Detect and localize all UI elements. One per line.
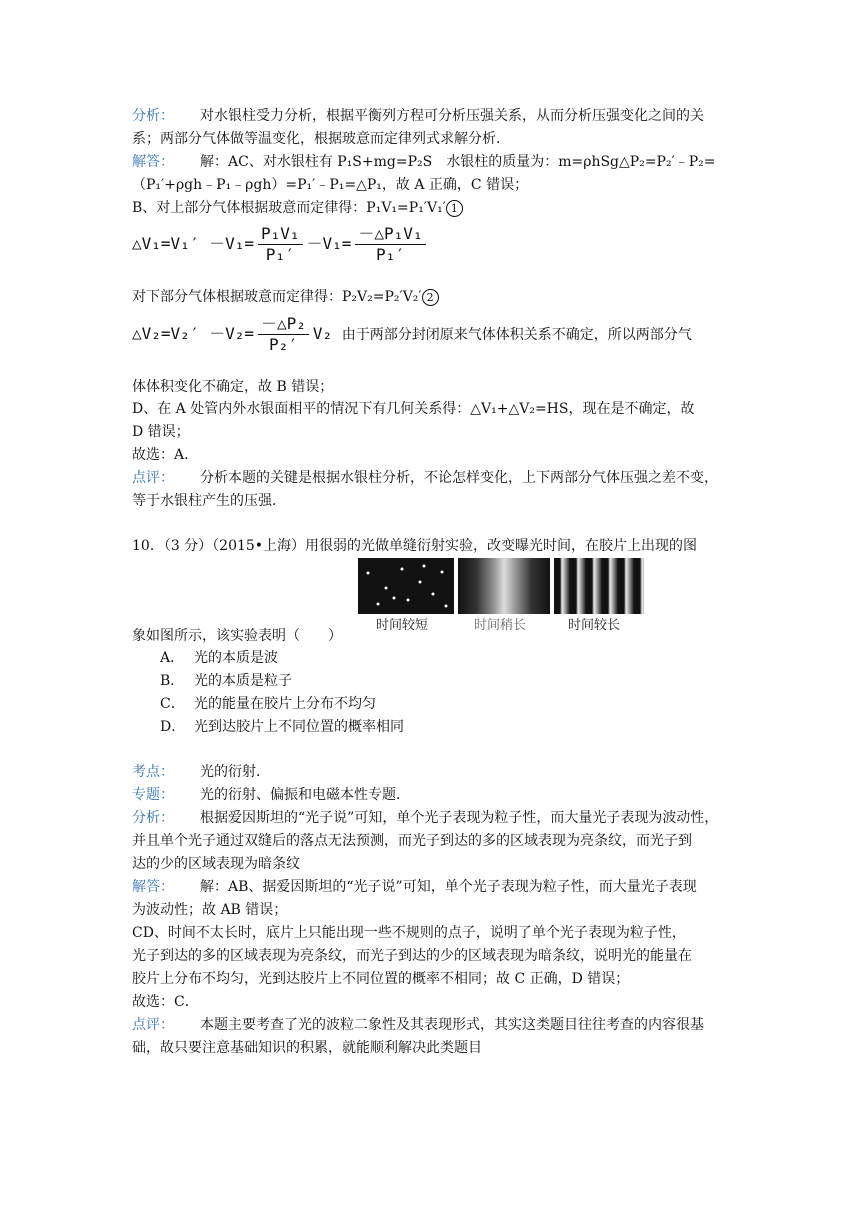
analysis-line-1: 分析： 对水银柱受力分析，根据平衡列方程可分析压强关系，从而分析压强变化之间的关	[132, 108, 704, 124]
caption-short: 时间较短	[376, 618, 429, 633]
option-d[interactable]: D． 光到达胶片上不同位置的概率相同	[160, 719, 404, 735]
analysis-label: 分析：	[132, 108, 174, 124]
volume-change-line: 体体积变化不确定，故 B 错误；	[132, 379, 334, 395]
q10-comment-line-2: 础，故只要注意基础知识的积累，就能顺利解决此类题目	[132, 1040, 482, 1056]
analysis-line-2: 系；两部分气体做等温变化，根据玻意而定律列式求解分析．	[132, 131, 510, 147]
answer-line-d1: D、在 A 处管内外水银面相平的情况下有几何关系得：△V₁+△V₂=HS，现在是不确定，故	[132, 401, 695, 417]
q10-cd-line-3: 胶片上分布不均匀，光到达胶片上不同位置的概率不相同；故 C 正确，D 错误；	[132, 971, 630, 987]
option-b[interactable]: B． 光的本质是粒子	[160, 673, 292, 689]
film-long-exposure	[554, 558, 644, 614]
option-a[interactable]: A． 光的本质是波	[160, 650, 278, 666]
lower-gas-line: 对下部分气体根据玻意而定律得：P₂V₂=P₂′V₂′ 2	[132, 287, 439, 307]
q10-cd-line-1: CD、时间不太长时，底片上只能出现一些不规则的点子，说明了单个光子表现为粒子性，	[132, 925, 686, 941]
fraction: $\frac{\text{－△P₂}}{\text{P₂′}}$	[258, 314, 309, 355]
q10-cd-line-2: 光子到达的多的区域表现为亮条纹，而光子到达的少的区域表现为暗条纹，说明光的能量在	[132, 948, 692, 964]
comment-label: 点评：	[132, 1017, 174, 1033]
answer-line-b: B、对上部分气体根据玻意而定律得：P₁V₁=P₁′V₁′ 1	[132, 198, 463, 218]
answer-label: 解答：	[132, 154, 174, 170]
kaodian-label: 考点：	[132, 764, 174, 780]
diffraction-figure	[358, 558, 644, 638]
caption-medium: 时间稍长	[474, 618, 527, 633]
comment-label: 点评：	[132, 470, 174, 486]
q10-comment-line-1: 点评： 本题主要考查了光的波粒二象性及其表现形式，其实这类题目往往考查的内容很基	[132, 1017, 704, 1033]
answer-line-1: 解答： 解：AC、对水银柱有 P₁S+mg=P₂S 水银柱的质量为：m=ρhSg△P₂=P₂′﹣P₂=	[132, 154, 716, 170]
answer-line-2: （P₁′+ρgh﹣P₁﹣ρgh）=P₁′﹣P₁=△P₁，故 A 正确，C 错误；	[132, 177, 529, 193]
q10-choice-line: 故选：C．	[132, 994, 199, 1010]
question-stem-line-2: 象如图所示，该实验表明（ ）	[132, 628, 342, 644]
answer-line-d2: D 错误；	[132, 424, 190, 440]
caption-long: 时间较长	[568, 618, 621, 633]
fraction: $\frac{\text{P₁V₁}}{\text{P₁′}}$	[258, 224, 303, 265]
film-medium-exposure	[458, 558, 550, 614]
film-short-exposure	[358, 558, 454, 614]
q10-answer-line-2: 为波动性；故 AB 错误；	[132, 902, 288, 918]
q10-analysis-line-1: 分析： 根据爱因斯坦的“光子说”可知，单个光子表现为粒子性，而大量光子表现为波动性，	[132, 810, 719, 826]
fraction: $\frac{\text{－△P₁V₁}}{\text{P₁′}}$	[355, 224, 425, 265]
q10-answer-line-1: 解答： 解：AB、据爱因斯坦的“光子说”可知，单个光子表现为粒子性，而大量光子表现	[132, 879, 697, 895]
answer-label: 解答：	[132, 879, 174, 895]
question-stem-line-1: 10．（3 分）（2015•上海）用很弱的光做单缝衍射实验，改变曝光时间，在胶片上出现的图	[132, 538, 698, 554]
formula-delta-v1: △V₁=V₁′ －V₁= $\frac{\text{P₁V₁}}{\text{P₁′}}$ －V₁= $\frac{\text{－△P₁V₁}}{\text{P₁′}}$	[132, 224, 430, 265]
circled-number: 1	[446, 200, 463, 217]
kaodian-line: 考点： 光的衍射．	[132, 764, 270, 780]
formula-delta-v2: △V₂=V₂′ －V₂= $\frac{\text{－△P₂}}{\text{P₂′}}$ V₂ 由于两部分封闭原来气体体积关系不确定，所以两部分气	[132, 314, 692, 354]
q10-analysis-line-3: 达的少的区域表现为暗条纹	[132, 856, 300, 872]
q10-analysis-line-2: 并且单个光子通过双缝后的落点无法预测，而光子到达的多的区域表现为亮条纹，而光子到	[132, 833, 692, 849]
sparse-dots-image	[358, 558, 454, 614]
option-c[interactable]: C． 光的能量在胶片上分布不均匀	[160, 696, 376, 712]
zhuanti-label: 专题：	[132, 787, 174, 803]
analysis-label: 分析：	[132, 810, 174, 826]
zhuanti-line: 专题： 光的衍射、偏振和电磁本性专题．	[132, 787, 410, 803]
choice-line: 故选：A．	[132, 447, 199, 463]
comment-line-2: 等于水银柱产生的压强．	[132, 493, 286, 509]
comment-line-1: 点评： 分析本题的关键是根据水银柱分析，不论怎样变化，上下两部分气体压强之差不变，	[132, 470, 718, 486]
circled-number: 2	[422, 289, 439, 306]
